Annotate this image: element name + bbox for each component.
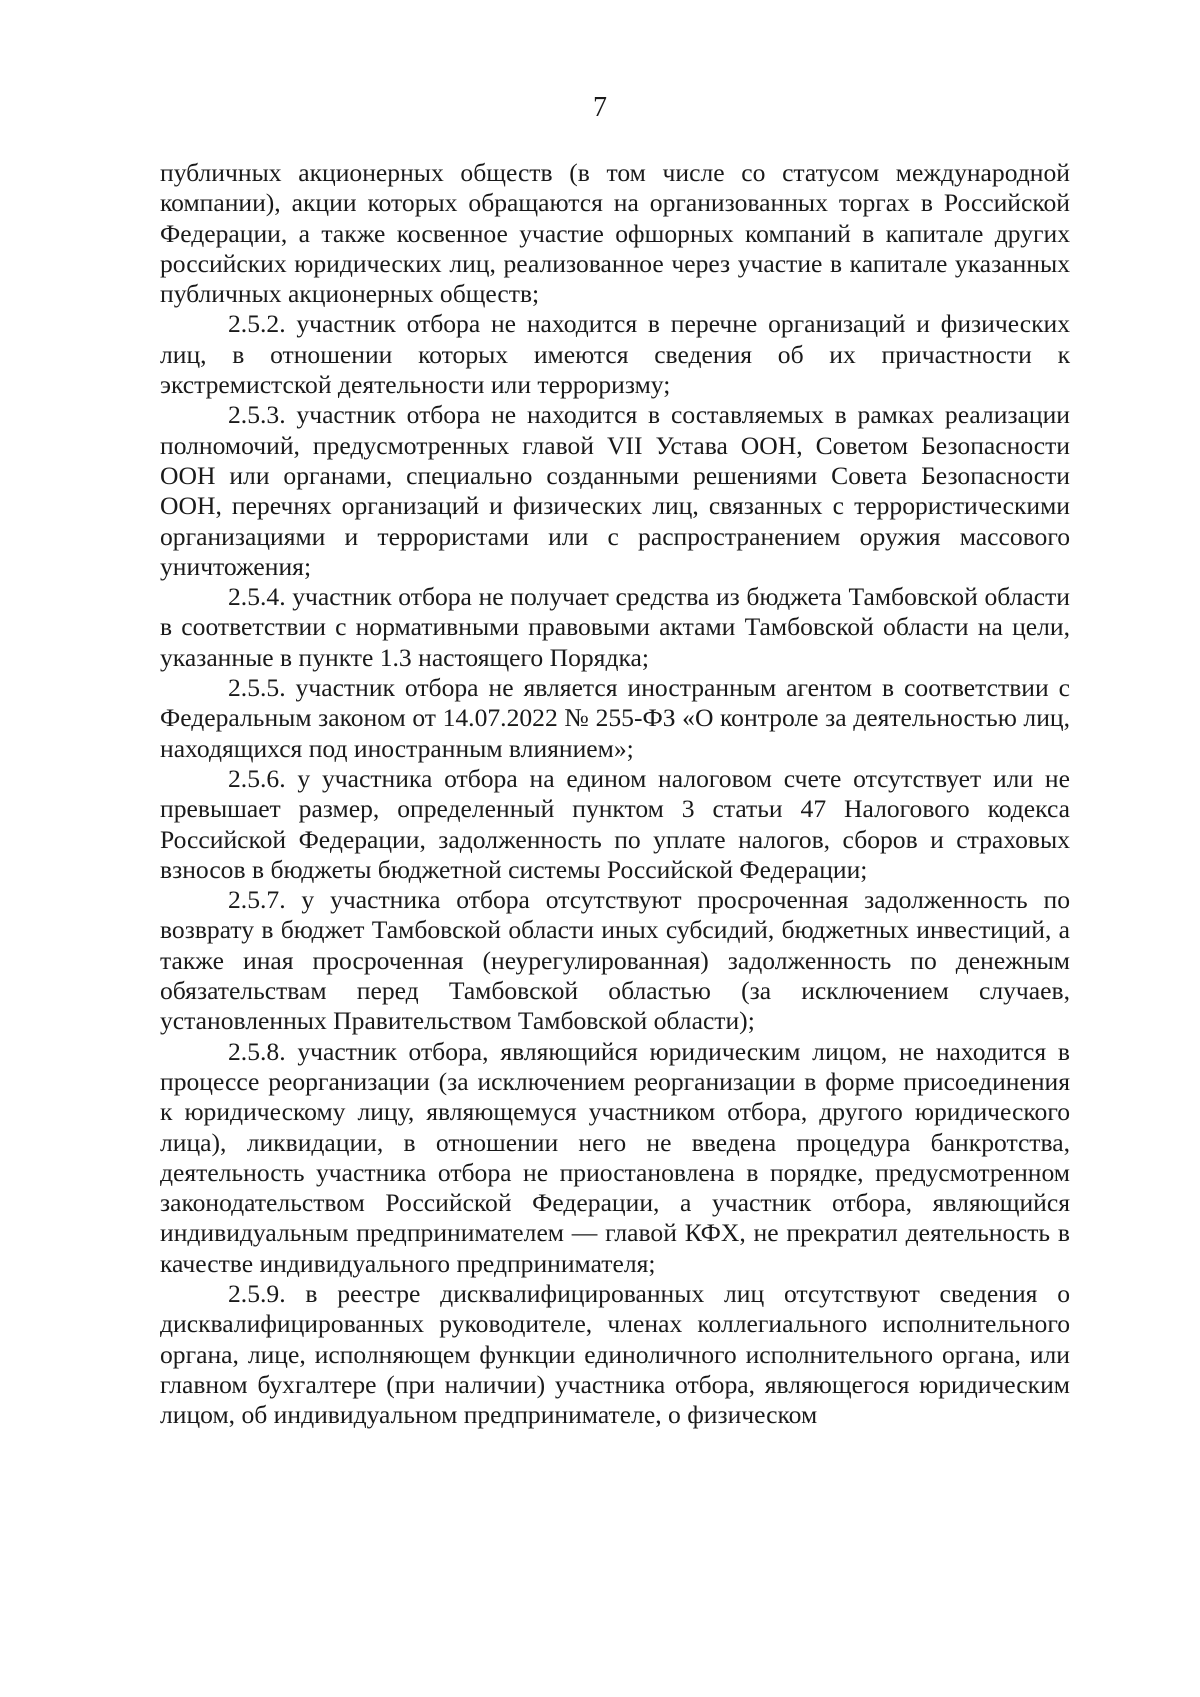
page-number: 7 [593,92,607,123]
paragraph-2-5-5: 2.5.5. участник отбора не является иностранным агентом в соответствии с Федеральным законом от 14.07.2022 № 255-ФЗ «О контроле за деятельностью лиц, находящихся под иностранным влиянием»; [160,673,1070,763]
paragraph-2-5-6: 2.5.6. у участника отбора на едином налоговом счете отсутствует или не превышает размер, определенный пунктом 3 статьи 47 Налогового кодекса Российской Федерации, задолженность по уплате налогов, сборов и страховых взносов в бюджеты бюджетной системы Российской Федерации; [160,763,1070,884]
paragraph-2-5-8: 2.5.8. участник отбора, являющийся юридическим лицом, не находится в процессе реорганизации (за исключением реорганизации в форме присоединения к юридическому лицу, являющемуся участником отбора, другого юридического лица), ликвидации, в отношении него не введена процедура банкротства, деятельность участника отбора не приостановлена в порядке, предусмотренном законодательством Российской Федерации, а участник отбора, являющийся индивидуальным предпринимателем — главой КФХ, не прекратил деятельность в качестве индивидуального предпринимателя; [160,1036,1070,1278]
paragraph-continuation: публичных акционерных обществ (в том числе со статусом международной компании), акции которых обращаются на организованных торгах в Российской Федерации, а также косвенное участие офшорных компаний в капитале других российских юридических лиц, реализованное через участие в капитале указанных публичных акционерных обществ; [160,158,1070,309]
paragraph-2-5-2: 2.5.2. участник отбора не находится в перечне организаций и физических лиц, в отношении которых имеются сведения об их причастности к экстремистской деятельности или терроризму; [160,309,1070,400]
paragraph-2-5-9: 2.5.9. в реестре дисквалифицированных лиц отсутствуют сведения о дисквалифицированных руководителе, членах коллегиального исполнительного органа, лице, исполняющем функции единоличного исполнительного органа, или главном бухгалтере (при наличии) участника отбора, являющегося юридическим лицом, об индивидуальном предпринимателе, о физическом [160,1278,1070,1430]
document-body [160,158,1070,1430]
paragraph-2-5-3: 2.5.3. участник отбора не находится в составляемых в рамках реализации полномочий, предусмотренных главой VII Устава ООН, Советом Безопасности ООН или органами, специально созданными решениями Совета Безопасности ООН, перечнях организаций и физических лиц, связанных с террористическими организациями и террористами или с распространением оружия массового уничтожения; [160,400,1070,581]
paragraph-2-5-4: 2.5.4. участник отбора не получает средства из бюджета Тамбовской области в соответствии с нормативными правовыми актами Тамбовской области на цели, указанные в пункте 1.3 настоящего Порядка; [160,582,1070,672]
paragraph-2-5-7: 2.5.7. у участника отбора отсутствуют просроченная задолженность по возврату в бюджет Тамбовской области иных субсидий, бюджетных инвестиций, а также иная просроченная (неурегулированная) задолженность по денежным обязательствам перед Тамбовской областью (за исключением случаев, установленных Правительством Тамбовской области); [160,885,1070,1036]
